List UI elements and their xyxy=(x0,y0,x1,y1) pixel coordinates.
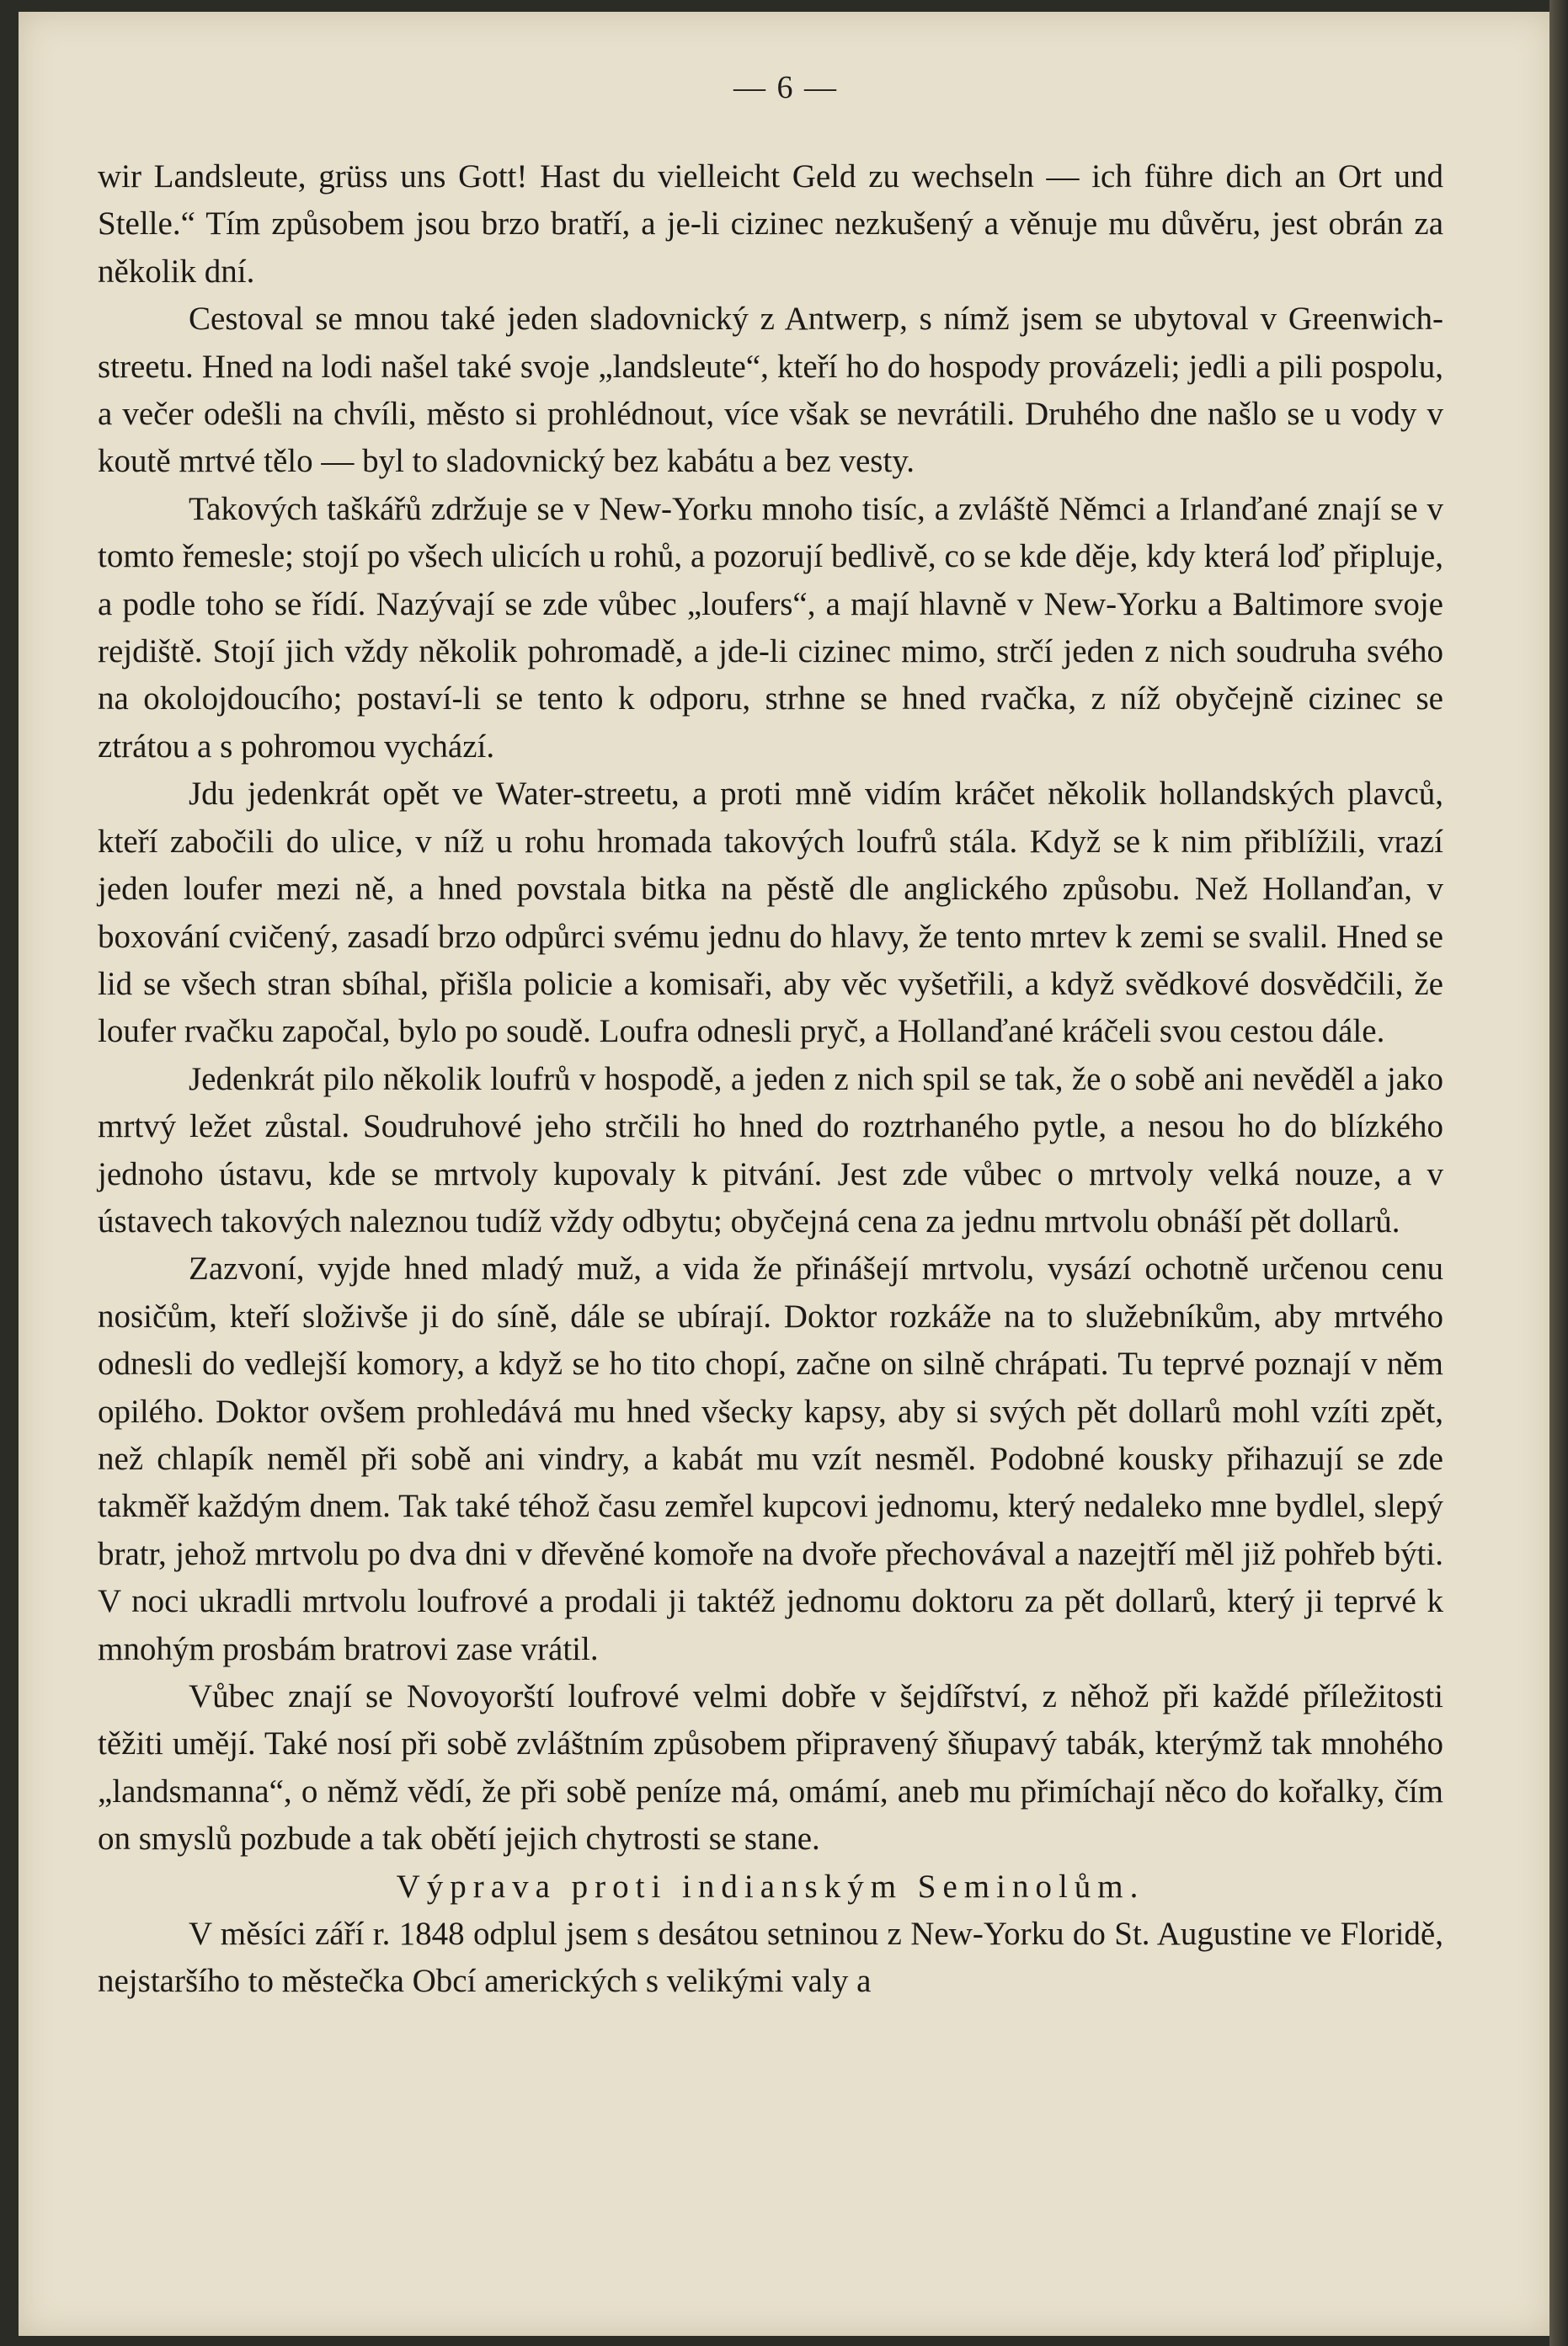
paragraph-3: Takových taškářů zdržuje se v New-Yorku mnoho tisíc, a zvláště Němci a Irlanďané znají se v tomto řemesle; stojí po všech ulicích u rohů, a pozorují bedlivě, co se kde děje, kdy která loď připluje, a podle toho se řídí. Nazývají se zde vůbec „loufers“, a mají hlavně v New-Yorku a Baltimore svoje rejdiště. Stojí jich vždy několik pohromadě, a jde-li cizinec mimo, strčí jeden z nich soudruha svého na okolojdoucího; postaví-li se tento k odporu, strhne se hned rvačka, z níž obyčejně cizinec se ztrátou a s pohromou vychází. xyxy=(98,490,1443,765)
paragraph-7: Vůbec znají se Novoyorští loufrové velmi dobře v šejdířství, z něhož při každé příležitosti těžiti umějí. Také nosí při sobě zvláštním způsobem připravený šňupavý tabák, kterýmž tak mnohého „landsmanna“, o němž vědí, že při sobě peníze má, omámí, aneb mu přimíchají něco do kořalky, čím on smyslů pozbude a tak obětí jejich chytrosti se stane. xyxy=(98,1678,1443,1858)
book-page xyxy=(19,12,1553,2336)
page-number: — 6 — xyxy=(733,70,838,105)
paragraph-6: Zazvoní, vyjde hned mladý muž, a vida že přinášejí mrtvolu, vysází ochotně určenou cenu nosičům, kteří složivše ji do síně, dále se ubírají. Doktor rozkáže na to služebníkům, aby mrtvého odnesli do vedlejší komory, a když se ho tito chopí, začne on silně chrápati. Tu teprvé poznají v něm opilého. Doktor ovšem prohledává mu hned všecky kapsy, aby si svých pět dollarů mohl vzíti zpět, než chlapík neměl při sobě ani vindry, a kabát mu vzít nesměl. Podobné kousky přihazují se zde takměř každým dnem. Tak také téhož času zemřel kupcovi jednomu, který nedaleko mne bydlel, slepý bratr, jehož mrtvolu po dva dni v dřevěné komoře na dvoře přechovával a nazejtří měl již pohřeb býti. V noci ukradli mrtvolu loufrové a prodali ji taktéž jednomu doktoru za pět dollarů, který ji teprvé k mnohým prosbám bratrovi zase vrátil. xyxy=(98,1250,1443,1667)
page-text xyxy=(98,153,1443,2006)
section-heading: Výprava proti indianským Seminolům. xyxy=(396,1868,1145,1905)
paragraph-4: Jdu jedenkrát opět ve Water-streetu, a proti mně vidím kráčet několik hollandských plavců, kteří zabočili do ulice, v níž u rohu hromada takových loufrů stála. Když se k nim přiblížili, vrazí jeden loufer mezi ně, a hned povstala bitka na pěstě dle anglického způsobu. Než Hollanďan, v boxování cvičený, zasadí brzo odpůrci svému jednu do hlavy, že tento mrtev k zemi se svalil. Hned se lid se všech stran sbíhal, přišla policie a komisaři, aby věc vyšetřili, a když svědkové dosvědčili, že loufer rvačku započal, bylo po soudě. Loufra odnesli pryč, a Hollanďané kráčeli svou cestou dále. xyxy=(98,776,1443,1050)
paragraph-2: Cestoval se mnou také jeden sladovnický z Antwerp, s nímž jsem se ubytoval v Greenwich-streetu. Hned na lodi našel také svoje „landsleute“, kteří ho do hospody provázeli; jedli a pili pospolu, a večer odešli na chvíli, město si prohlédnout, více však se nevrátili. Druhého dne našlo se u vody v koutě mrtvé tělo — byl to sladovnický bez kabátu a bez vesty. xyxy=(98,301,1443,480)
paragraph-5: Jedenkrát pilo několik loufrů v hospodě, a jeden z nich spil se tak, že o sobě ani nevěděl a jako mrtvý ležet zůstal. Soudruhové jeho strčili ho hned do roztrhaného pytle, a nesou ho do blízkého jednoho ústavu, kde se mrtvoly kupovaly k pitvání. Jest zde vůbec o mrtvoly velká nouze, a v ústavech takových naleznou tudíž vždy odbytu; obyčejná cena za jednu mrtvolu obnáší pět dollarů. xyxy=(98,1060,1443,1240)
closing-paragraph: V měsíci září r. 1848 odplul jsem s desátou setninou z New-Yorku do St. Augustine ve Floridě, nejstaršího to městečka Obcí amerických s velikými valy a xyxy=(98,1916,1443,2000)
paragraph-1: wir Landsleute, grüss uns Gott! Hast du vielleicht Geld zu wechseln — ich führe dich an Ort und Stelle.“ Tím způsobem jsou brzo bratří, a je-li cizinec nezkušený a věnuje mu důvěru, jest obrán za několik dní. xyxy=(98,158,1443,290)
scan-edge-shadow xyxy=(1549,0,1568,2346)
